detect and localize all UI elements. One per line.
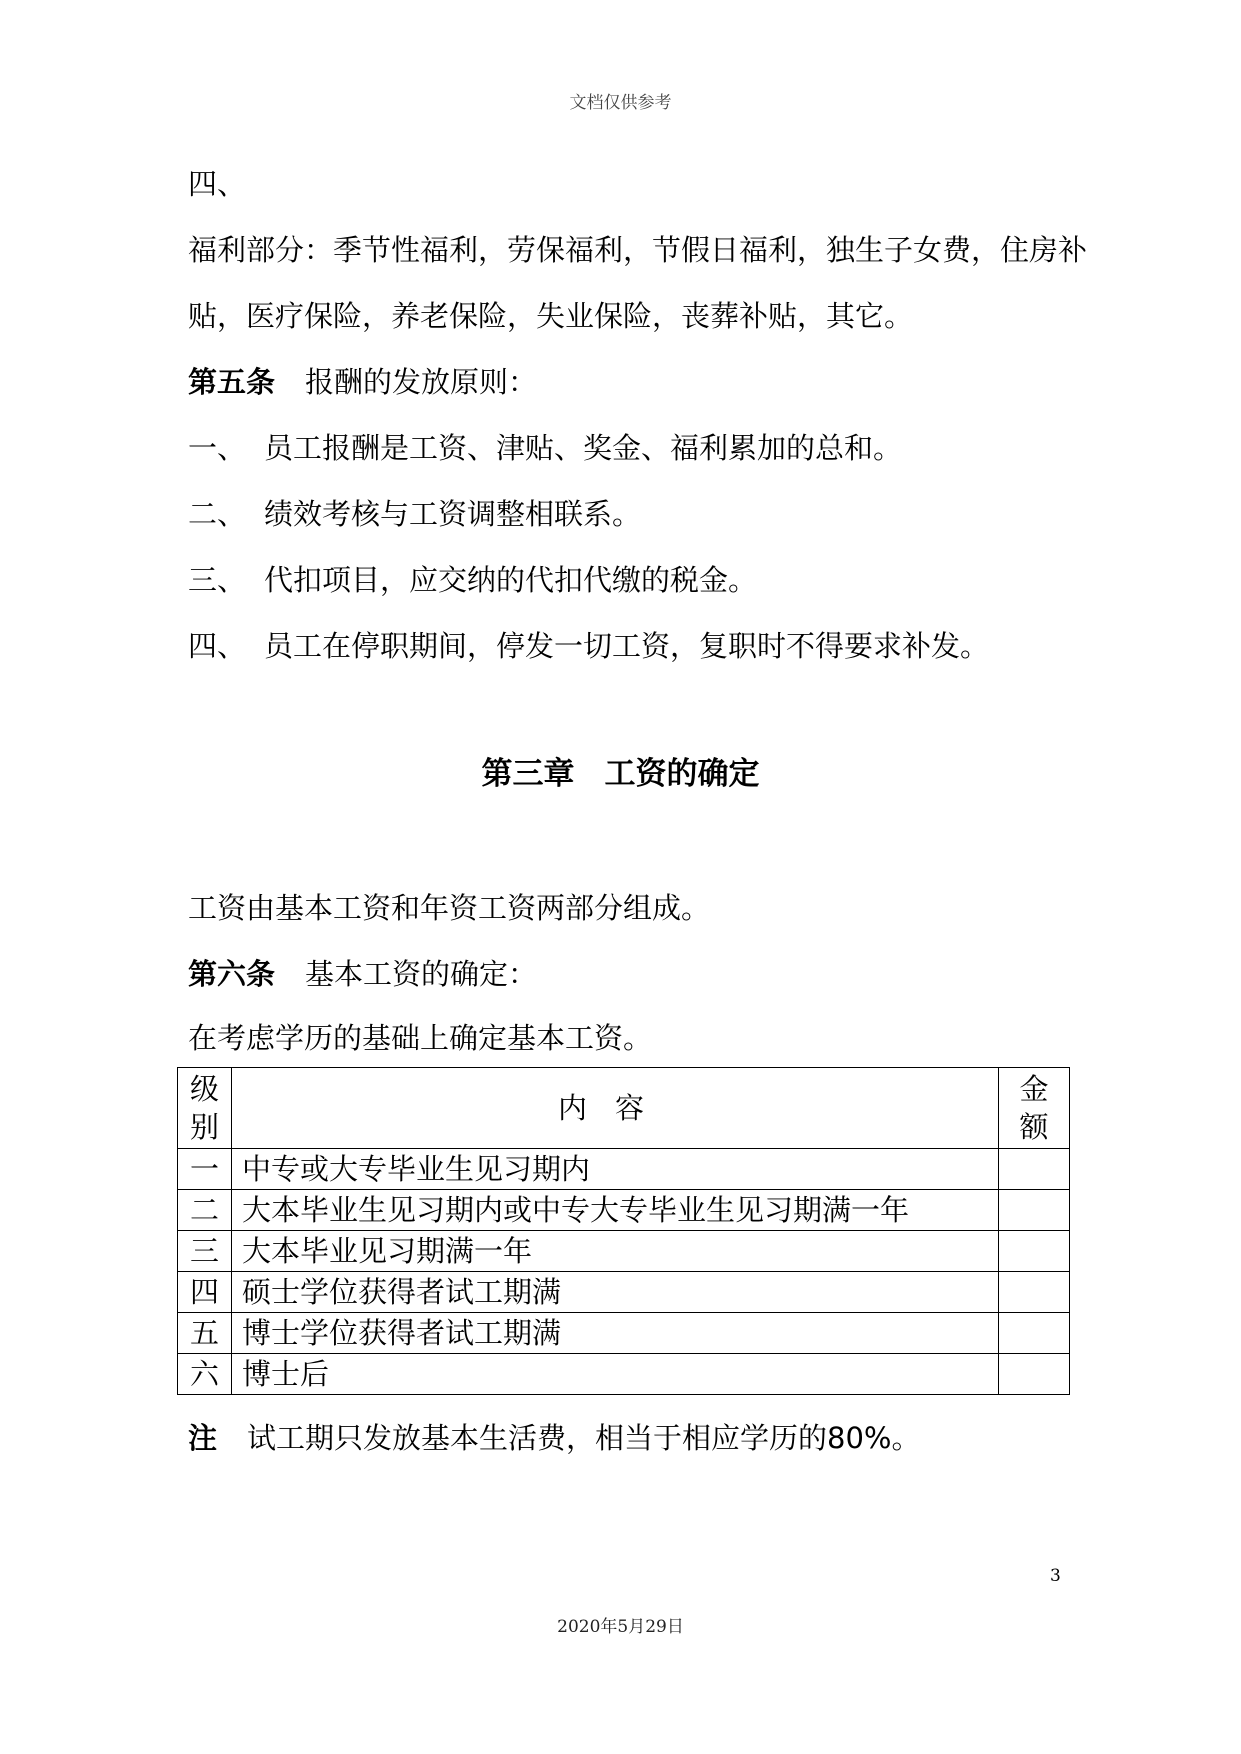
article-five-label: 第五条 xyxy=(188,365,276,399)
principle-4 xyxy=(188,626,989,666)
row-amount xyxy=(999,1354,1070,1395)
row-level: 二 xyxy=(178,1190,232,1231)
header-level-char-1: 级 xyxy=(189,1072,219,1106)
table-row xyxy=(178,1231,1070,1272)
header-level-char-2: 别 xyxy=(189,1110,219,1144)
header-amount-char-1: 金 xyxy=(1019,1072,1049,1106)
row-content: 硕士学位获得者试工期满 xyxy=(232,1272,999,1313)
principle-1-num: 一、 xyxy=(188,431,247,465)
principle-4-text: 员工在停职期间，停发一切工资，复职时不得要求补发。 xyxy=(264,629,990,663)
row-level: 四 xyxy=(178,1272,232,1313)
chapter-label: 第三章 xyxy=(481,756,575,792)
principle-2-num: 二、 xyxy=(188,497,247,531)
row-content: 博士后 xyxy=(232,1354,999,1395)
row-level: 三 xyxy=(178,1231,232,1272)
header-amount xyxy=(999,1068,1070,1149)
row-content: 大本毕业见习期满一年 xyxy=(232,1231,999,1272)
row-amount xyxy=(999,1231,1070,1272)
note-label: 注 xyxy=(188,1421,218,1455)
table-header-row xyxy=(178,1068,1070,1149)
article-six xyxy=(188,954,537,994)
row-level: 一 xyxy=(178,1149,232,1190)
table-row xyxy=(178,1149,1070,1190)
salary-level-table xyxy=(177,1067,1070,1395)
row-amount xyxy=(999,1313,1070,1354)
principle-3 xyxy=(188,560,757,600)
row-content: 大本毕业生见习期内或中专大专毕业生见习期满一年 xyxy=(232,1190,999,1231)
table-row xyxy=(178,1313,1070,1354)
welfare-line-1: 福利部分：季节性福利，劳保福利，节假日福利，独生子女费，住房补 xyxy=(188,233,1088,267)
chapter-heading xyxy=(0,752,1241,796)
table-note xyxy=(188,1418,920,1458)
page-footer-date: 2020年5月29日 xyxy=(557,1617,684,1637)
principle-1-text: 员工报酬是工资、津贴、奖金、福利累加的总和。 xyxy=(264,431,903,465)
principle-3-num: 三、 xyxy=(188,563,247,597)
table-row xyxy=(178,1354,1070,1395)
row-content: 博士学位获得者试工期满 xyxy=(232,1313,999,1354)
header-level xyxy=(178,1068,232,1149)
welfare-line-2: 贴，医疗保险，养老保险，失业保险，丧葬补贴，其它。 xyxy=(188,299,914,333)
table-row xyxy=(178,1190,1070,1231)
row-amount xyxy=(999,1272,1070,1313)
row-content: 中专或大专毕业生见习期内 xyxy=(232,1149,999,1190)
row-amount xyxy=(999,1149,1070,1190)
header-amount-char-2: 额 xyxy=(1019,1110,1049,1144)
article-five-text: 报酬的发放原则： xyxy=(305,365,538,399)
list-item-heading-four: 四、 xyxy=(188,167,247,201)
note-text: 试工期只发放基本生活费，相当于相应学历的80%。 xyxy=(247,1421,921,1455)
principle-3-text: 代扣项目，应交纳的代扣代缴的税金。 xyxy=(264,563,758,597)
principle-2 xyxy=(188,494,641,534)
article-five xyxy=(188,362,537,402)
page-number: 3 xyxy=(1050,1566,1061,1586)
row-level: 六 xyxy=(178,1354,232,1395)
principle-1 xyxy=(188,428,902,468)
chapter-title: 工资的确定 xyxy=(604,756,760,792)
row-amount xyxy=(999,1190,1070,1231)
salary-intro: 工资由基本工资和年资工资两部分组成。 xyxy=(188,891,711,925)
principle-4-num: 四、 xyxy=(188,629,247,663)
article-six-text: 基本工资的确定： xyxy=(305,957,538,991)
header-content: 内容 xyxy=(232,1068,999,1149)
article-six-label: 第六条 xyxy=(188,957,276,991)
page-header: 文档仅供参考 xyxy=(569,93,672,113)
row-level: 五 xyxy=(178,1313,232,1354)
principle-2-text: 绩效考核与工资调整相联系。 xyxy=(264,497,642,531)
salary-basis: 在考虑学历的基础上确定基本工资。 xyxy=(188,1021,653,1055)
table-row xyxy=(178,1272,1070,1313)
